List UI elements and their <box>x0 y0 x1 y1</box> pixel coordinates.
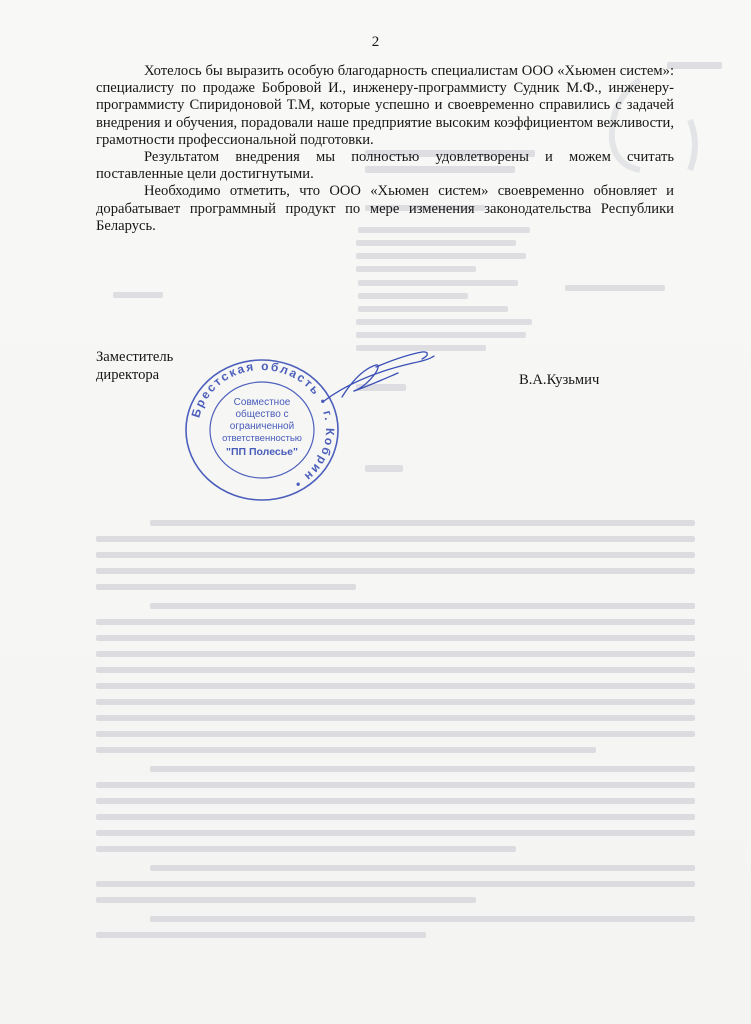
letter-body <box>96 63 674 235</box>
round-stamp <box>182 357 342 503</box>
signature-title-line-1: Заместитель <box>96 349 174 365</box>
stamp-line-4: ответственностью <box>222 433 302 444</box>
stamp-line-2: общество с <box>235 409 289 420</box>
page-number: 2 <box>371 34 380 50</box>
signatory-name: В.А.Кузьмич <box>519 372 600 388</box>
signature-title-line-2: директора <box>96 366 160 383</box>
stamp-line-1: Совместное <box>233 397 291 408</box>
stamp-line-3: ограниченной <box>229 421 295 432</box>
paragraph-gratitude: Хотелось бы выразить особую благодарность специалистам ООО «Хьюмен систем»: специалисту по продаже Бобровой И., инженеру-программисту Судник М.Ф., инженеру-программисту Спиридоновой Т.М, которые успешно и своевременно справились с задачей внедрения и обучения, порадовали наше предприятие высоким коэффициентом вежливости, грамотности профессиональной подготовки. <box>96 63 674 148</box>
signature-title <box>96 349 173 384</box>
stamp-line-5: "ПП Полесье" <box>225 446 299 458</box>
stamp-outer-text: Брестская область • г. Кобрин • <box>188 358 338 493</box>
paragraph-satisfaction: Результатом внедрения мы полностью удовлетворены и можем считать поставленные цели достигнутыми. <box>96 149 674 183</box>
paragraph-updates: Необходимо отметить, что ООО «Хьюмен систем» своевременно обновляет и дорабатывает программный продукт по мере изменения законодательства Республики Беларусь. <box>96 183 674 234</box>
